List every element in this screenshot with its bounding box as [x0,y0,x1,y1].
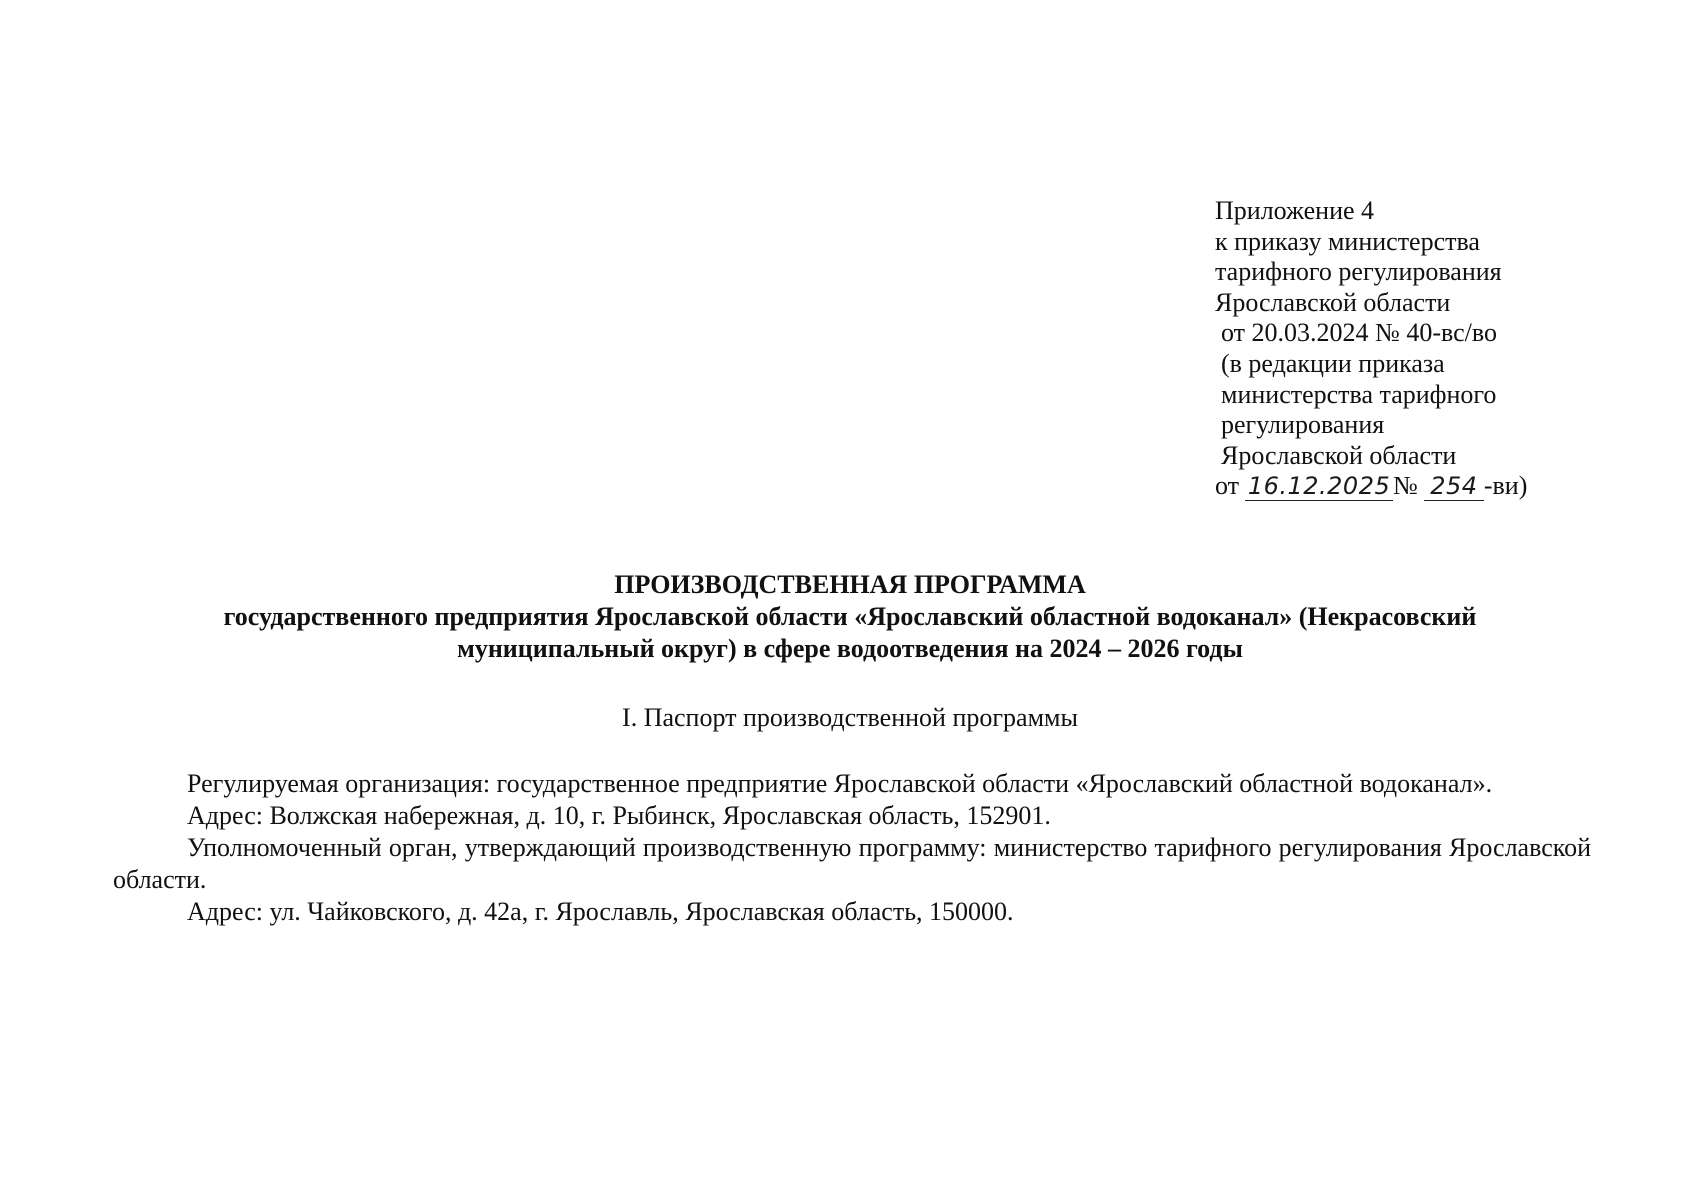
appendix-line: Ярославской области [1221,440,1457,470]
appendix-line: от 20.03.2024 № 40-вс/во [1221,318,1497,348]
document-title [140,569,1560,665]
paragraph-authority-address: Адрес: ул. Чайковского, д. 42а, г. Ярославль, Ярославская область, 150000. [187,897,1014,926]
passport-body [113,768,1591,928]
amendment-reference-line [1215,471,1527,502]
paragraph-regulated-org: Регулируемая организация: государственное предприятие Ярославской области «Ярославский областной водоканал». [187,769,1493,798]
appendix-block [1215,196,1527,502]
paragraph-authority: Уполномоченный орган, утверждающий производственную программу: министерство тарифного регулирования Ярославской области. [113,833,1591,894]
appendix-line: министерства тарифного [1221,379,1497,409]
amend-suffix: -ви) [1483,471,1528,501]
handwritten-number: 254 [1430,472,1478,501]
amend-number-sign: № [1393,471,1418,501]
appendix-line: Приложение 4 [1215,196,1375,225]
appendix-line: Ярославской области [1215,287,1451,317]
appendix-line: тарифного регулирования [1215,257,1502,287]
title-sub-line2: муниципальный округ) в сфере водоотведения на 2024 – 2026 годы [457,634,1243,663]
paragraph-org-address: Адрес: Волжская набережная, д. 10, г. Рыбинск, Ярославская область, 152901. [187,801,1051,830]
title-main: ПРОИЗВОДСТВЕННАЯ ПРОГРАММА [614,570,1086,599]
handwritten-date: 16.12.2025 [1247,472,1391,501]
amend-number-field [1424,472,1484,501]
appendix-line: к приказу министерства [1215,226,1480,256]
title-sub-line1: государственного предприятия Ярославской области «Ярославский областной водоканал» (Некрасовский [223,602,1477,631]
appendix-line: (в редакции приказа [1221,348,1445,378]
appendix-line: регулирования [1221,410,1385,440]
amend-date-field [1245,472,1393,501]
amend-prefix: от [1215,471,1240,501]
section-heading: I. Паспорт производственной программы [622,703,1078,732]
